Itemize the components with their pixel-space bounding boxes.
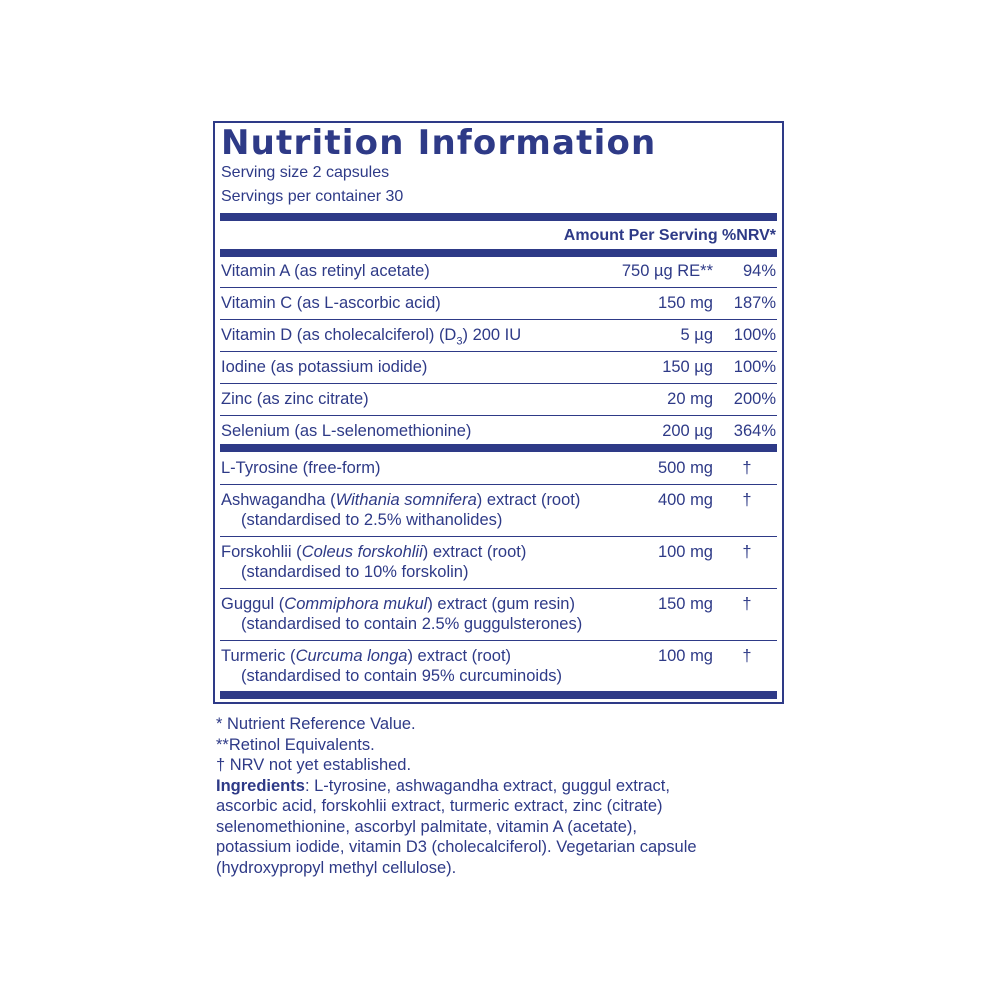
nutrient-name	[221, 325, 521, 351]
latin-name: Curcuma longa	[295, 647, 408, 665]
latin-name: Commiphora mukul	[284, 595, 428, 613]
name-post: ) extract (root)	[407, 647, 512, 665]
ingredient-amount: 100 mg	[657, 543, 713, 561]
ingredient-amount: 400 mg	[657, 491, 713, 509]
nutrient-amount: 20 mg	[667, 390, 713, 408]
ingredient-amount: 150 mg	[657, 595, 713, 613]
row-divider	[220, 351, 777, 352]
ingredient-amount: 500 mg	[657, 459, 713, 477]
ingredient-standardisation: (standardised to contain 2.5% guggulsterones)	[241, 615, 583, 633]
ingredient-nrv: †	[742, 647, 752, 665]
nutrient-amount: 150 mg	[657, 294, 713, 312]
latin-name: Withania somnifera	[335, 491, 477, 509]
nutrient-amount: 5 µg	[680, 326, 713, 344]
latin-name: Coleus forskohlii	[301, 543, 423, 561]
row-divider	[220, 383, 777, 384]
ingredients-text: (hydroxypropyl methyl cellulose).	[216, 858, 457, 877]
ingredient-nrv: †	[742, 543, 752, 561]
ingredients-text: selenomethionine, ascorbyl palmitate, vitamin A (acetate),	[216, 817, 637, 836]
nutrient-amount: 750 µg RE**	[621, 262, 713, 280]
ingredient-name: L-Tyrosine (free-form)	[221, 459, 381, 477]
footnotes	[216, 714, 796, 878]
ingredient-name	[221, 646, 511, 666]
name-post: ) extract (root)	[422, 543, 527, 561]
nrv-footnote: * Nutrient Reference Value.	[216, 715, 416, 733]
retinol-footnote: **Retinol Equivalents.	[216, 735, 375, 754]
nutrition-panel	[213, 121, 784, 704]
ingredient-nrv: †	[742, 595, 752, 613]
row-divider	[220, 536, 777, 537]
nutrient-nrv: 100%	[733, 326, 776, 344]
ingredient-standardisation: (standardised to contain 95% curcuminoids)	[241, 667, 563, 685]
row-divider	[220, 588, 777, 589]
nutrient-nrv: 200%	[733, 390, 776, 408]
row-divider	[220, 484, 777, 485]
ingredient-standardisation: (standardised to 10% forskolin)	[241, 563, 469, 581]
nutrient-amount: 150 µg	[662, 358, 713, 376]
nutrient-name: Vitamin A (as retinyl acetate)	[221, 262, 430, 280]
nutrient-nrv: 187%	[733, 294, 776, 312]
serving-size: Serving size 2 capsules	[221, 164, 390, 181]
ingredient-standardisation: (standardised to 2.5% withanolides)	[241, 511, 503, 529]
name-pre: Forskohlii (	[221, 543, 302, 561]
row-divider	[220, 415, 777, 416]
servings-per-container: Servings per container 30	[221, 188, 404, 205]
row-divider	[220, 319, 777, 320]
nutrient-amount: 200 µg	[662, 422, 713, 440]
name-pre: Ashwagandha (	[221, 491, 336, 509]
name-suffix: ) 200 IU	[462, 326, 522, 344]
nutrient-name: Selenium (as L-selenomethionine)	[221, 422, 472, 440]
ingredients-text: ascorbic acid, forskohlii extract, turmeric extract, zinc (citrate)	[216, 797, 663, 815]
panel-title: Nutrition Information	[221, 123, 657, 163]
name-post: ) extract (root)	[476, 491, 581, 509]
dagger-footnote: † NRV not yet established.	[216, 756, 412, 774]
row-divider	[220, 640, 777, 641]
top-divider-bar	[220, 213, 777, 221]
name-post: ) extract (gum resin)	[427, 595, 575, 613]
name-pre: Guggul (	[221, 595, 285, 613]
ingredient-amount: 100 mg	[657, 647, 713, 665]
nutrient-name: Zinc (as zinc citrate)	[221, 390, 369, 408]
nutrient-name: Iodine (as potassium iodide)	[221, 358, 428, 376]
section-divider-bar	[220, 444, 777, 452]
ingredients-line	[216, 776, 796, 797]
name-pre: Turmeric (	[221, 647, 296, 665]
ingredients-text: potassium iodide, vitamin D3 (cholecalciferol). Vegetarian capsule	[216, 838, 697, 856]
name-subscript: 3	[456, 335, 463, 348]
nutrient-nrv: 100%	[733, 358, 776, 376]
column-header: Amount Per Serving %NRV*	[563, 227, 776, 244]
ingredients-text: : L-tyrosine, ashwagandha extract, guggul extract,	[304, 776, 670, 795]
ingredient-nrv: †	[742, 491, 752, 509]
header-divider-bar	[220, 249, 777, 257]
nutrient-nrv: 94%	[742, 262, 776, 280]
ingredients-label: Ingredients	[216, 776, 305, 795]
row-divider	[220, 287, 777, 288]
ingredient-name	[221, 490, 580, 510]
nutrient-name: Vitamin C (as L-ascorbic acid)	[221, 294, 441, 312]
bottom-divider-bar	[220, 691, 777, 699]
nutrient-nrv: 364%	[733, 422, 776, 440]
name-prefix: Vitamin D (as cholecalciferol) (D	[221, 326, 457, 344]
ingredient-nrv: †	[742, 459, 752, 477]
ingredient-name	[221, 594, 575, 614]
ingredient-name	[221, 542, 526, 562]
